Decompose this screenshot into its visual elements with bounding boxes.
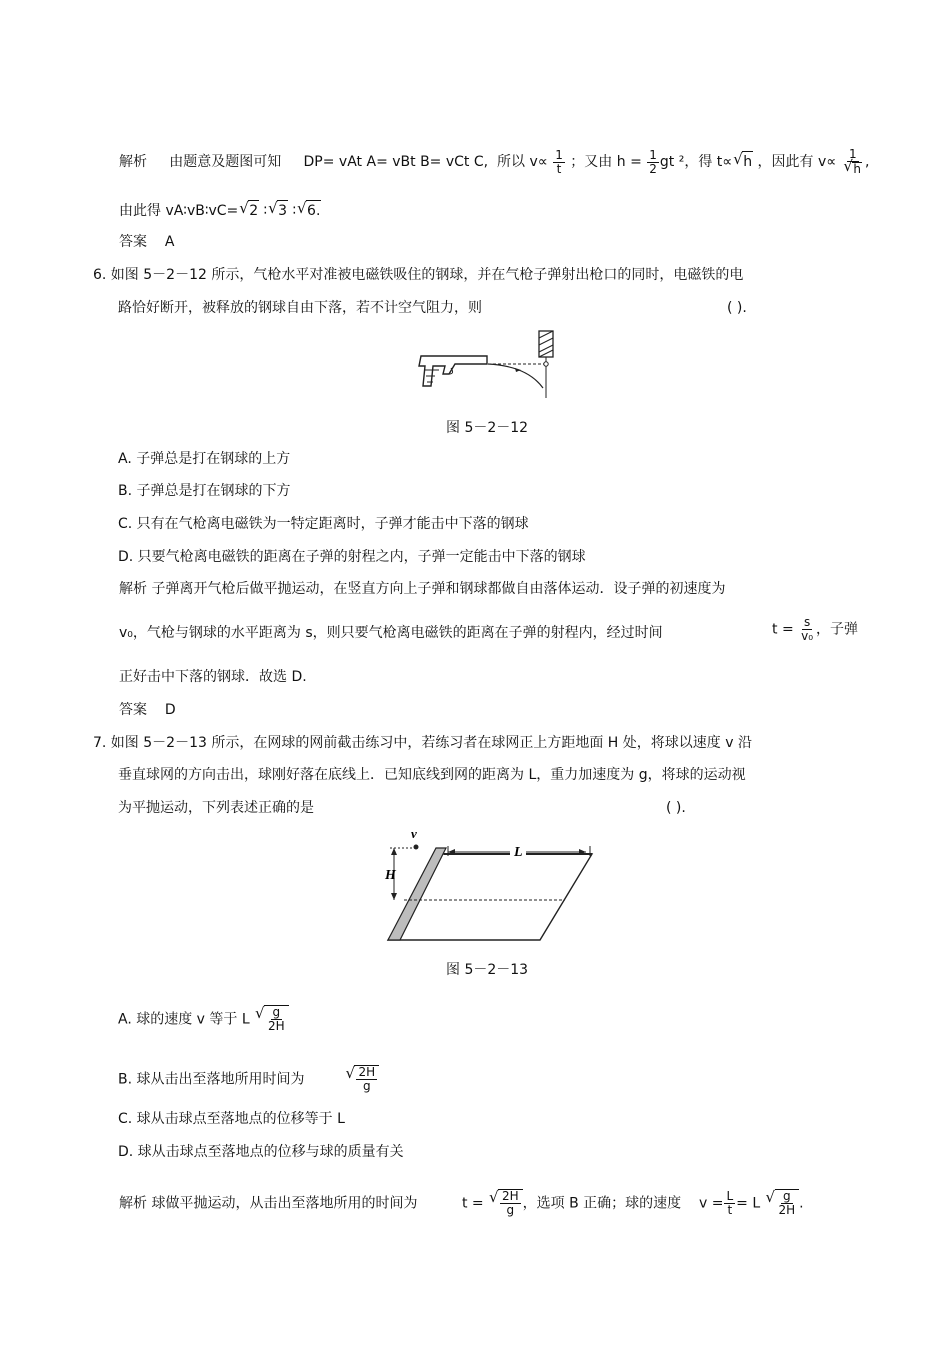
figure-tennis-net	[380, 826, 600, 948]
fraction-s-over-v0: $\frac{s}{\text{v₀}}$	[801, 615, 814, 643]
q5-line1-e: ，因此有 v∝	[757, 154, 837, 170]
sqrt-2H-over-g-analysis	[498, 1189, 523, 1217]
q6-analysis-line2a: v₀，气枪与钢球的水平距离为 s，则只要气枪离电磁铁的距离在子弹的射程内，经过时间	[119, 625, 663, 641]
q5-answer-value: A	[164, 234, 175, 250]
q5-line1-d: gt ²，得 t∝	[659, 154, 733, 170]
sqrt-h: √ h	[742, 151, 753, 172]
label-H: H	[385, 868, 396, 883]
q7-equals-L: = L	[736, 1195, 761, 1212]
figure-caption-5-2-13: 图 5－2－13	[446, 962, 529, 978]
q5-analysis-line2: 由此得 vA∶vB∶vC= √ 2 ∶ √ 3 ∶ √ 6.	[119, 200, 321, 221]
q7-stem-line1: 7. 如图 5－2－13 所示，在网球的网前截击练习中，若练习者在球网正上方距地面 H 处，将球以速度 v 沿	[93, 735, 752, 751]
sqrt-2H-over-g	[354, 1065, 379, 1093]
q5-analysis-line1: 解析 由题意及题图可知 DP= vAt A= vBt B= vCt C, 所以 v∝ $\frac{1}{t}$ ；又由 h = $\frac{1}{2}$ gt ²，得 t∝ √ h ，因此有 v∝ 1 √ h ,	[119, 148, 869, 176]
q6-t-equals: t =	[772, 621, 794, 638]
q7-analysis-text: 解析 球做平抛运动，从击出至落地所用的时间为	[119, 1195, 418, 1212]
q6-analysis-line2	[119, 623, 663, 643]
fraction-1-over-2: $\frac{1}{2}$	[649, 147, 657, 176]
trajectory-arrow-icon	[515, 368, 521, 372]
q7-period: .	[799, 1195, 804, 1212]
q6-answer	[119, 700, 176, 720]
fraction-2H-over-g-analysis: √ $\frac{2H}{g}$	[502, 1189, 519, 1217]
ball-icon	[414, 845, 419, 850]
q7-t-equals: t =	[461, 1195, 484, 1212]
q7-option-c: C. 球从击球点至落地点的位移等于 L	[118, 1111, 345, 1127]
q6-option-b: B. 子弹总是打在钢球的下方	[118, 483, 291, 499]
q7-stem-line2: 垂直球网的方向击出，球刚好落在底线上．已知底线到网的距离为 L，重力加速度为 g，将球的运动视	[118, 767, 746, 783]
q6-stem-line1: 6. 如图 5－2－12 所示，气枪水平对准被电磁铁吸住的钢球，并在气枪子弹射出枪口的同时，电磁铁的电	[93, 267, 744, 283]
q5-line2: 由此得 vA∶vB∶vC=	[119, 203, 239, 219]
q6-analysis-line2-eq	[772, 616, 858, 643]
q7-option-b	[118, 1065, 379, 1093]
sqrt-g-over-2H-analysis	[775, 1189, 800, 1217]
sqrt-g-over-2H	[264, 1005, 289, 1033]
q6-option-a: A. 子弹总是打在钢球的上方	[118, 451, 291, 467]
q6-answer-label: 答案	[119, 702, 147, 718]
q7-analysis-text-b: ，选项 B 正确；球的速度	[522, 1195, 682, 1212]
figure-caption-5-2-12: 图 5－2－12	[446, 420, 529, 436]
q6-answer-value: D	[164, 702, 176, 718]
q5-line1-text: 由题意及题图可知	[169, 154, 282, 170]
q6-analysis-line2c: ，子弹	[816, 621, 859, 638]
label-L: L	[514, 845, 523, 860]
arrow-up-icon	[391, 848, 397, 855]
q5-line1-c: ；又由 h =	[570, 154, 642, 170]
fraction-1-over-t: $\frac{1}{t}$	[555, 147, 563, 176]
q6-option-c: C. 只有在气枪离电磁铁为一特定距离时，子弹才能击中下落的钢球	[118, 516, 529, 532]
arrow-down-icon	[391, 893, 397, 900]
q6-analysis-line3: 正好击中下落的钢球．故选 D.	[119, 669, 307, 685]
fraction-g-over-2H-analysis: √ $\frac{g}{2H}$	[778, 1189, 796, 1217]
q6-option-d: D. 只要气枪离电磁铁的距离在子弹的射程之内，子弹一定能击中下落的钢球	[118, 549, 586, 565]
fraction-1-over-sqrt-h: 1 √ h	[842, 148, 864, 176]
q7-stem-line3: 为平抛运动，下列表述正确的是	[118, 800, 314, 816]
fraction-2H-over-g: √ $\frac{2H}{g}$	[358, 1065, 376, 1093]
q7-option-a	[118, 1005, 289, 1033]
sqrt-3: √ 3	[277, 200, 288, 221]
label-v: v	[411, 826, 417, 841]
q5-answer	[119, 232, 174, 252]
bullet-trajectory	[488, 364, 543, 388]
q5-line1-b: 所以 v∝	[497, 154, 548, 170]
q5-jiexi-label: 解析	[119, 154, 147, 170]
q6-stem-line2: 路恰好断开，被释放的钢球自由下落，若不计空气阻力，则	[118, 300, 482, 316]
q7-option-b-text: B. 球从击出至落地所用时间为	[118, 1071, 305, 1088]
q7-answer-blank: ( ).	[666, 800, 686, 816]
fraction-L-over-t: $\frac{L}{t}$	[726, 1189, 734, 1217]
q7-analysis	[119, 1189, 804, 1217]
q7-v-equals: v =	[699, 1195, 724, 1212]
q6-answer-blank: ( ).	[727, 300, 747, 316]
q5-answer-label: 答案	[119, 234, 147, 250]
sqrt-6: √ 6.	[306, 200, 321, 221]
electromagnet-icon	[539, 331, 553, 366]
q5-line1-eq: DP= vAt A= vBt B= vCt C,	[303, 154, 489, 170]
sqrt-2: √ 2	[248, 200, 259, 221]
air-gun-icon	[419, 356, 487, 386]
q7-option-d: D. 球从击球点至落地点的位移与球的质量有关	[118, 1144, 404, 1160]
fraction-g-over-2H: √ $\frac{g}{2H}$	[268, 1005, 285, 1033]
figure-gun-electromagnet	[415, 328, 565, 403]
q6-analysis-line1: 解析 子弹离开气枪后做平抛运动，在竖直方向上子弹和钢球都做自由落体运动．设子弹的初速度为	[119, 581, 726, 597]
q7-option-a-text: A. 球的速度 v 等于 L	[118, 1011, 250, 1028]
